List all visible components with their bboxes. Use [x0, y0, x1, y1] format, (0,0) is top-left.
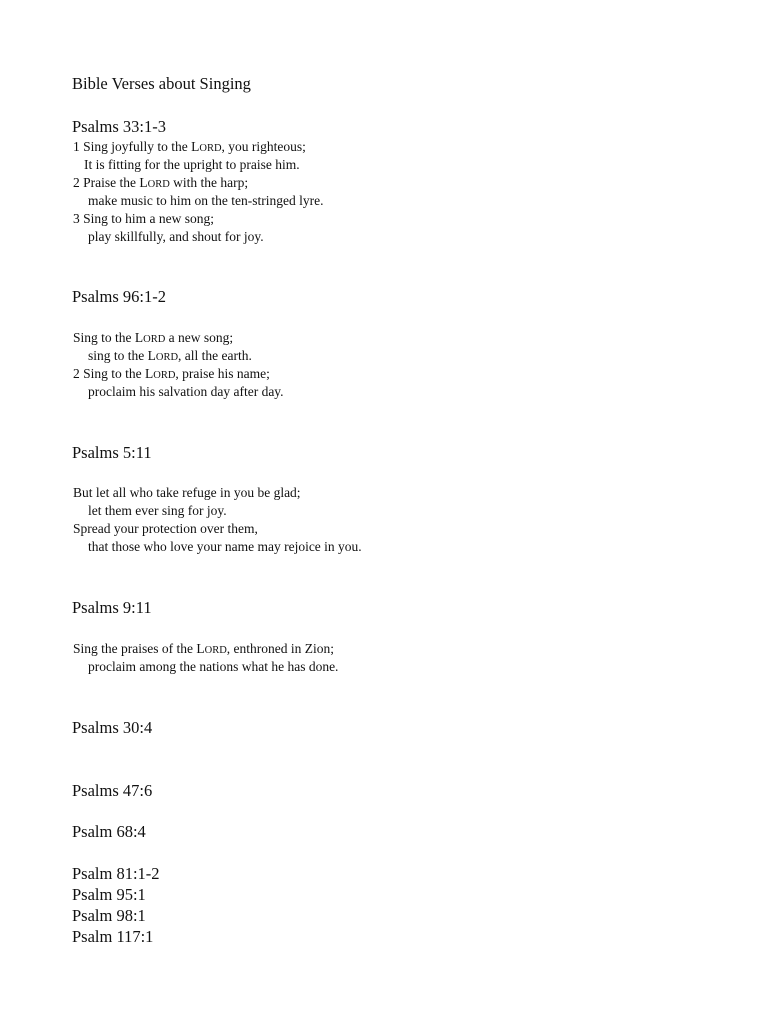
verse-line: 2 Sing to the LORD, praise his name; [73, 366, 270, 381]
section-reference: Psalms 9:11 [72, 598, 152, 617]
verse-line: make music to him on the ten-stringed lyre. [88, 193, 324, 208]
verse-line: let them ever sing for joy. [88, 503, 227, 518]
verse-line: 3 Sing to him a new song; [73, 211, 214, 226]
verse-line: that those who love your name may rejoice in you. [88, 539, 362, 554]
section-reference: Psalm 68:4 [72, 822, 146, 841]
section-reference: Psalms 96:1-2 [72, 287, 166, 306]
verse-line: It is fitting for the upright to praise him. [84, 157, 300, 172]
verse-line: sing to the LORD, all the earth. [88, 348, 252, 363]
section-reference: Psalm 117:1 [72, 927, 154, 946]
section-reference: Psalm 95:1 [72, 885, 146, 904]
verse-line: proclaim his salvation day after day. [88, 384, 284, 399]
page-title: Bible Verses about Singing [72, 74, 251, 93]
verse-line: play skillfully, and shout for joy. [88, 229, 264, 244]
verse-line: 1 Sing joyfully to the LORD, you righteous; [73, 139, 306, 154]
section-reference: Psalms 47:6 [72, 781, 153, 800]
section-reference: Psalms 30:4 [72, 718, 153, 737]
verse-line: But let all who take refuge in you be glad; [73, 485, 301, 500]
verse-line: Sing to the LORD a new song; [73, 330, 234, 345]
section-reference: Psalm 98:1 [72, 906, 146, 925]
section-reference: Psalms 33:1-3 [72, 117, 166, 136]
verse-line: Spread your protection over them, [73, 521, 258, 536]
verse-block [73, 484, 362, 556]
section-reference: Psalms 5:11 [72, 443, 152, 462]
verse-line: proclaim among the nations what he has done. [88, 659, 339, 674]
verse-block [73, 138, 323, 246]
verse-block [73, 640, 338, 676]
verse-line: 2 Praise the LORD with the harp; [73, 175, 249, 190]
verse-block [73, 329, 284, 401]
section-reference: Psalm 81:1-2 [72, 864, 160, 883]
verse-line: Sing the praises of the LORD, enthroned in Zion; [73, 641, 335, 656]
